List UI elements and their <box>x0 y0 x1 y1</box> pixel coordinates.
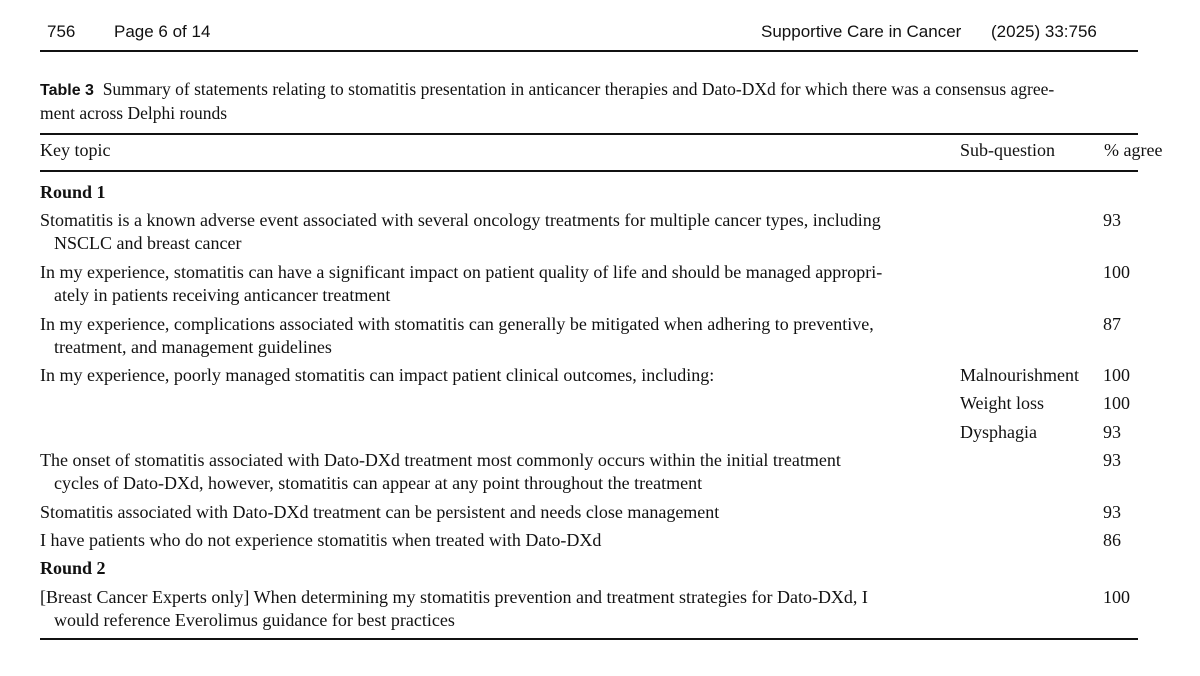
column-header-percent-agree: % agree <box>1104 140 1163 160</box>
percent-agree: 86 <box>1103 530 1121 550</box>
percent-agree: 100 <box>1103 393 1130 413</box>
page-number: 756 <box>47 22 76 41</box>
key-topic: In my experience, complications associated with stomatitis can generally be mitigated when adhering to preventive, treatment, and management guidelines <box>40 314 874 357</box>
table-top-rule <box>40 133 1138 135</box>
table-bottom-rule <box>40 638 1138 640</box>
percent-agree: 93 <box>1103 502 1121 522</box>
percent-agree: 93 <box>1103 450 1121 470</box>
running-header <box>40 0 1138 52</box>
key-topic: The onset of stomatitis associated with Dato-DXd treatment most commonly occurs within the initial treatment cycles of Dato-DXd, however, stomatitis can appear at any point throughout the treatment <box>40 450 841 493</box>
table-label: Table 3 <box>40 82 94 99</box>
column-header-key-topic: Key topic <box>40 140 111 160</box>
key-topic: In my experience, poorly managed stomatitis can impact patient clinical outcomes, including: <box>40 365 715 385</box>
page-of-total: Page 6 of 14 <box>114 22 211 41</box>
percent-agree: 100 <box>1103 587 1130 607</box>
key-topic: Stomatitis is a known adverse event associated with several oncology treatments for multiple cancer types, including NSCLC and breast cancer <box>40 210 881 253</box>
caption-text-1: Summary of statements relating to stomatitis presentation in anticancer therapies and Dato-DXd for which there was a consensus agree- <box>102 79 1055 99</box>
journal-name: Supportive Care in Cancer <box>761 22 962 41</box>
volume-info: (2025) 33:756 <box>991 22 1097 41</box>
percent-agree: 100 <box>1103 365 1130 385</box>
caption-line-1 <box>40 78 1170 102</box>
caption-line-2: ment across Delphi rounds <box>40 103 228 123</box>
key-topic: [Breast Cancer Experts only] When determining my stomatitis prevention and treatment strategies for Dato-DXd, I would reference Everolimus guidance for best practices <box>40 587 868 630</box>
table-caption <box>40 78 1170 124</box>
sub-question: Weight loss <box>960 393 1045 413</box>
round-2-label: Round 2 <box>40 558 106 578</box>
round-1-label: Round 1 <box>40 182 106 202</box>
sub-question: Malnourishment <box>960 365 1079 385</box>
column-header-sub-question: Sub-question <box>960 140 1056 160</box>
percent-agree: 93 <box>1103 210 1121 230</box>
key-topic: I have patients who do not experience stomatitis when treated with Dato-DXd <box>40 530 602 550</box>
header-rule <box>40 170 1138 172</box>
percent-agree: 93 <box>1103 422 1121 442</box>
key-topic: In my experience, stomatitis can have a significant impact on patient quality of life and should be managed appropri- ately in patients receiving anticancer treatment <box>40 262 883 305</box>
percent-agree: 87 <box>1103 314 1121 334</box>
sub-question: Dysphagia <box>960 422 1037 442</box>
percent-agree: 100 <box>1103 262 1130 282</box>
key-topic: Stomatitis associated with Dato-DXd treatment can be persistent and needs close management <box>40 502 720 522</box>
